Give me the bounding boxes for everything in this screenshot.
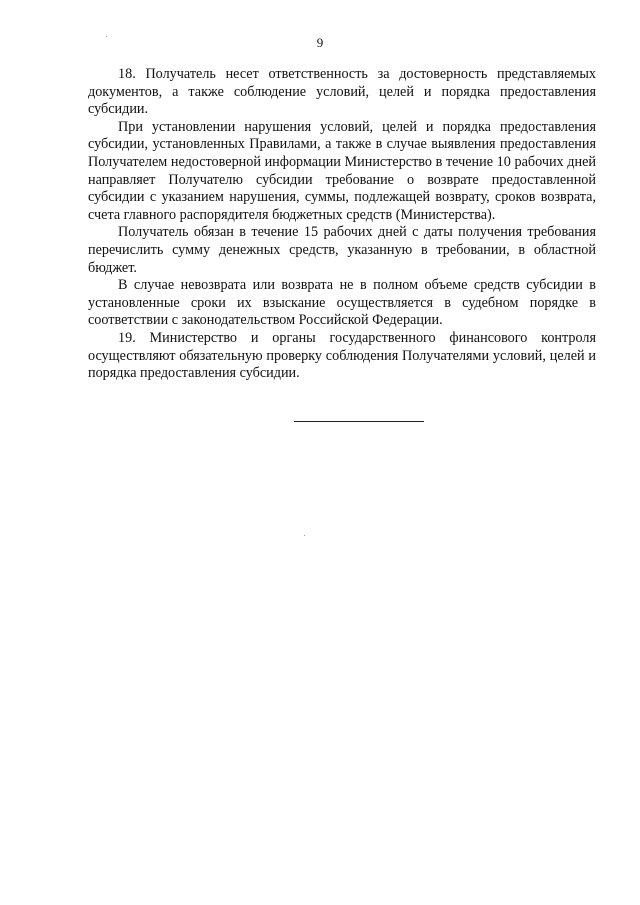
end-of-document-divider	[294, 421, 424, 422]
document-body	[88, 66, 596, 383]
paragraph-19-compliance-check: 19. Министерство и органы государственного финансового контроля осуществляют обязательную проверку соблюдения Получателями условий, целей и порядка предоставления субсидии.	[88, 329, 596, 382]
paragraph-refund-obligation: Получатель обязан в течение 15 рабочих дней с даты получения требования перечислить сумму денежных средств, указанную в требовании, в областной бюджет.	[88, 224, 596, 276]
scan-speck	[106, 36, 107, 37]
scan-speck	[304, 535, 305, 536]
paragraph-violation-refund-demand: При установлении нарушения условий, целей и порядка предоставления субсидии, установленных Правилами, а также в случае выявления предоставления Получателем недостоверной информации Министерство в течение 10 рабочих дней направляет Получателю субсидии требование о возврате предоставленной субсидии с указанием нарушения, суммы, подлежащей возврату, сроков возврата, счета главного распорядителя бюджетных средств (Министерства).	[88, 118, 596, 223]
page-number: 9	[316, 35, 324, 50]
paragraph-18-responsibility: 18. Получатель несет ответственность за достоверность представляемых документов, а также соблюдение условий, целей и порядка предоставления субсидии.	[88, 66, 596, 118]
paragraph-court-recovery: В случае невозврата или возврата не в полном объеме средств субсидии в установленные сроки их взыскание осуществляется в судебном порядке в соответствии с законодательством Российской Федерации.	[88, 277, 596, 329]
